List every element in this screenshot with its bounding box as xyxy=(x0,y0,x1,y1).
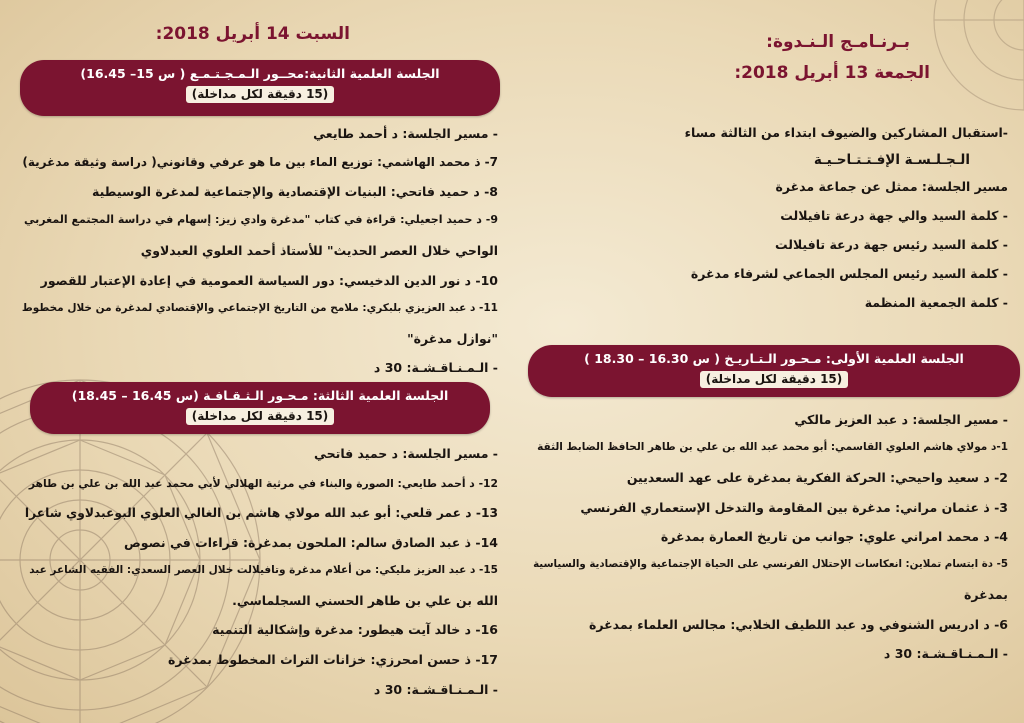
session1-talk-2: 2- د سعيد واحيحي: الحركة الفكرية بمدغرة على عهد السعديين xyxy=(626,470,1008,485)
session3-talk-15-cont: الله بن علي بن طاهر الحسني السجلماسي. xyxy=(232,593,498,608)
opening-moderator: مسير الجلسة: ممثل عن جماعة مدغرة xyxy=(775,179,1008,194)
session1-subtitle: (15 دقيقة لكل مداخلة) xyxy=(700,371,849,388)
friday-day-title: الجمعة 13 أبريل 2018: xyxy=(734,63,930,83)
session2-talk-11: 11- د عبد العزيزي بلبكري: ملامح من التاريخ الإجتماعي والإقتصادي لمدغرة من خلال مخطوط xyxy=(21,302,498,314)
session3-talk-15: 15- د عبد العزيز مليكي: من أعلام مدغرة وتافيلالت خلال العصر السعدي: الفقيه الشاعر عبد xyxy=(29,564,498,576)
session1-talk-4: 4- د محمد امراني علوي: جوانب من تاريخ العمارة بمدغرة xyxy=(660,529,1008,544)
opening-speech-association: - كلمة الجمعية المنظمة xyxy=(864,295,1008,310)
opening-session-title: الـجـلـسـة الإفـتـتـاحـيـة xyxy=(813,152,970,168)
session1-talk-5: 5- دة ابتسام تملاين: انعكاسات الإحتلال الفرنسي على الحياة الإجتماعية والإقتصادية والسياسية xyxy=(533,558,1008,570)
opening-speech-region: - كلمة السيد رئيس جهة درعة تافيلالت xyxy=(775,237,1008,252)
session3-title: الجلسة العلمية الثالثة: مـحـور الـثـقـافـة (س 16.45 – 18.45) xyxy=(71,388,449,403)
session1-moderator: - مسير الجلسة: د عبد العزيز مالكي xyxy=(794,412,1008,427)
session1-discussion: - الـمـنـاقـشـة: 30 د xyxy=(883,646,1008,661)
session3-talk-16: 16- د خالد آيت هيطور: مدغرة وإشكالية التنمية xyxy=(212,622,498,637)
session3-talk-12: 12- د أحمد طايعي: الصورة والبناء في مرثية الهلالي لأبي محمد عبد الله بن علي بن طاهر xyxy=(28,477,498,490)
session3-subtitle: (15 دقيقة لكل مداخلة) xyxy=(186,408,335,425)
session1-talk-5-cont: بمدغرة xyxy=(964,587,1008,602)
session2-talk-9-cont: الواحي خلال العصر الحديث" للأستاذ أحمد العلوي العبدلاوي xyxy=(140,243,498,258)
opening-speech-wali: - كلمة السيد والي جهة درعة تافيلالت xyxy=(780,208,1008,223)
session1-talk-1: 1-د مولاي هاشم العلوي القاسمي: أبو محمد عبد الله بن علي بن طاهر الحافظ الضابط الثقة xyxy=(537,441,1008,453)
saturday-column xyxy=(10,0,510,723)
session2-subtitle: (15 دقيقة لكل مداخلة) xyxy=(186,86,335,103)
session3-banner xyxy=(30,382,490,434)
session2-title: الجلسة العلمية الثانية:محــور الـمـجـتـمـع ( س 15– 16.45) xyxy=(80,66,440,81)
session1-banner xyxy=(528,345,1020,397)
session2-discussion: - الـمـنـاقـشـة: 30 د xyxy=(373,360,498,375)
opening-speech-council: - كلمة السيد رئيس المجلس الجماعي لشرفاء مدغرة xyxy=(690,266,1008,281)
session3-talk-13: 13- د عمر قلعي: أبو عبد الله مولاي هاشم بن الغالي العلوي البوعبدلاوي شاعرا xyxy=(24,506,498,520)
session1-talk-3: 3- ذ عثمان مراني: مدغرة بين المقاومة والتدخل الإستعماري الفرنسي xyxy=(580,500,1008,515)
session3-talk-14: 14- ذ عبد الصادق سالم: الملحون بمدغرة: قراءات في نصوص xyxy=(123,535,498,550)
session3-talk-17: 17- ذ حسن امحرزي: خزانات التراث المخطوط بمدغرة xyxy=(168,652,498,667)
session2-banner xyxy=(20,60,500,116)
opening-reception: -استقبال المشاركين والضيوف ابتداء من الثالثة مساء xyxy=(684,125,1008,140)
session1-talk-6: 6- د ادريس الشنوفي ود عبد اللطيف الخلابي: مجالس العلماء بمدغرة xyxy=(588,617,1008,632)
friday-column xyxy=(520,0,1020,723)
session2-talk-10: 10- د نور الدين الدخيسي: دور السياسة العمومية في إعادة الإعتبار للقصور xyxy=(40,273,498,288)
session2-talk-8: 8- د حميد فاتحي: البنيات الإقتصادية والإجتماعية لمدغرة الوسيطية xyxy=(91,184,498,199)
session2-talk-9: 9- د حميد اجعيلي: قراءة في كتاب "مدغرة وادي زيز: إسهام في دراسة المجتمع المغربي xyxy=(24,213,498,226)
program-title: بـرنـامـج الـنـدوة: xyxy=(766,32,910,52)
session2-moderator: - مسير الجلسة: د أحمد طايعي xyxy=(313,126,498,141)
session3-discussion: - الـمـنـاقـشـة: 30 د xyxy=(373,682,498,697)
session2-talk-7: 7- ذ محمد الهاشمي: توزيع الماء بين ما هو عرفي وقانوني( دراسة وثيقة مدغرية) xyxy=(22,155,498,169)
saturday-day-title: السبت 14 أبريل 2018: xyxy=(155,24,350,44)
session3-moderator: - مسير الجلسة: د حميد فاتحي xyxy=(313,446,498,461)
session2-talk-11-cont: "نوازل مدغرة" xyxy=(407,331,498,346)
session1-title: الجلسة العلمية الأولى: مـحـور الـتـاريـخ ( س 16.30 – 18.30 ) xyxy=(584,351,964,366)
